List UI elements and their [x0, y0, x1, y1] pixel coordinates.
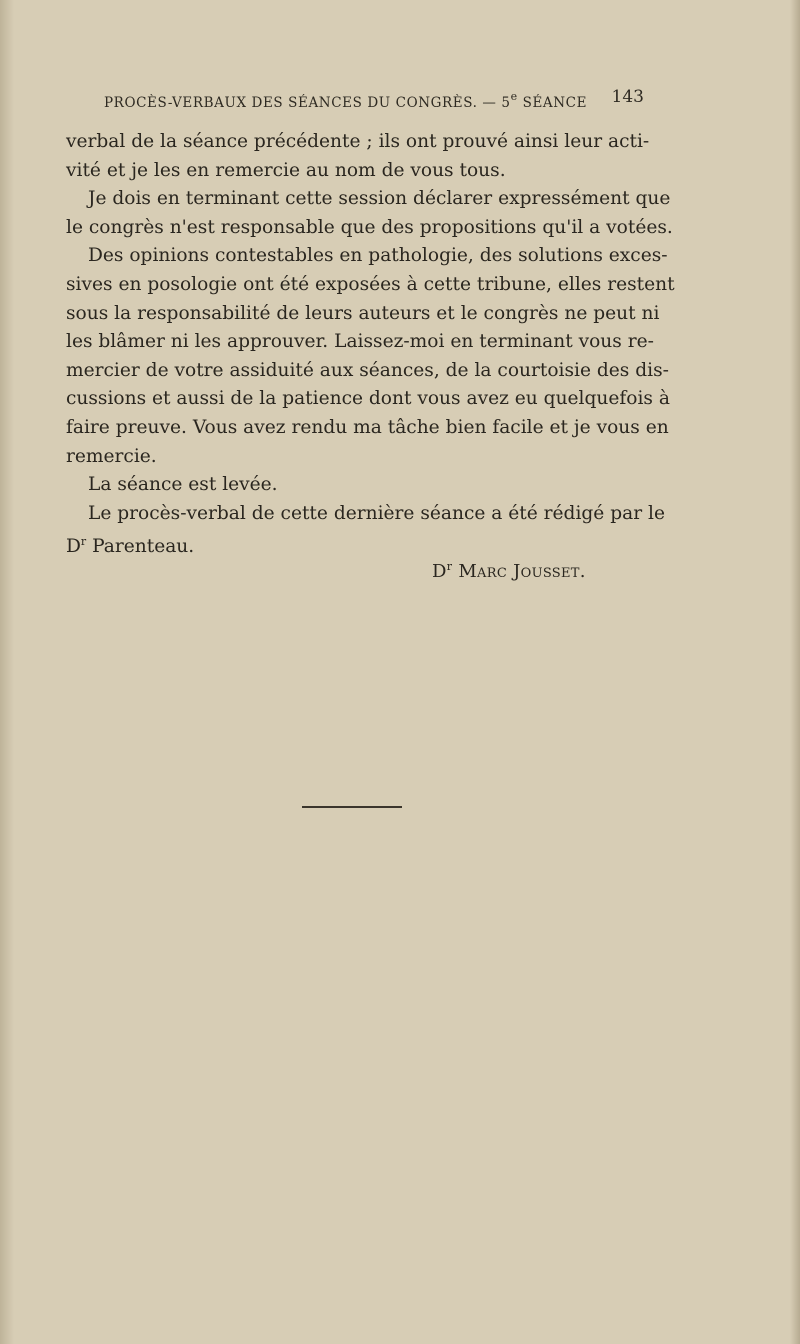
text-line: remercie.	[66, 445, 157, 467]
text-line: le congrès n'est responsable que des propositions qu'il a votées.	[66, 216, 673, 238]
text-line: Le procès-verbal de cette dernière séance a été rédigé par le	[88, 502, 665, 524]
signature: $D^r$ Marc Jousset.	[432, 560, 586, 582]
text-line: verbal de la séance précédente ; ils ont prouvé ainsi leur acti-	[66, 131, 650, 152]
closing-rule	[302, 806, 402, 808]
page-number: 143	[611, 87, 644, 107]
running-head	[104, 88, 644, 112]
page-edge-left	[0, 0, 14, 1344]
text-line: sous la responsabilité de leurs auteurs et le congrès ne peut ni	[66, 302, 660, 324]
text-line: $D^r$ Parenteau.	[66, 535, 195, 558]
text-line: Je dois en terminant cette session déclarer expressément que	[88, 188, 671, 210]
text-line: Des opinions contestables en pathologie, des solutions exces-	[88, 245, 668, 267]
running-title: PROCÈS-VERBAUX DES SÉANCES DU CONGRÈS. — 5e SÉANCE	[104, 90, 588, 111]
text-line: mercier de votre assiduité aux séances, de la courtoisie des dis-	[66, 359, 669, 381]
page-edge-right	[790, 0, 800, 1344]
text-line: sives en posologie ont été exposées à cette tribune, elles restent	[66, 273, 675, 295]
text-line: faire preuve. Vous avez rendu ma tâche bien facile et je vous en	[66, 416, 669, 438]
body-text	[66, 128, 675, 558]
text-line: La séance est levée.	[88, 474, 278, 496]
text-line: les blâmer ni les approuver. Laissez-moi en terminant vous re-	[66, 331, 654, 353]
text-line: vité et je les en remercie au nom de vous tous.	[66, 159, 506, 181]
text-line: cussions et aussi de la patience dont vous avez eu quelquefois à	[66, 388, 670, 410]
